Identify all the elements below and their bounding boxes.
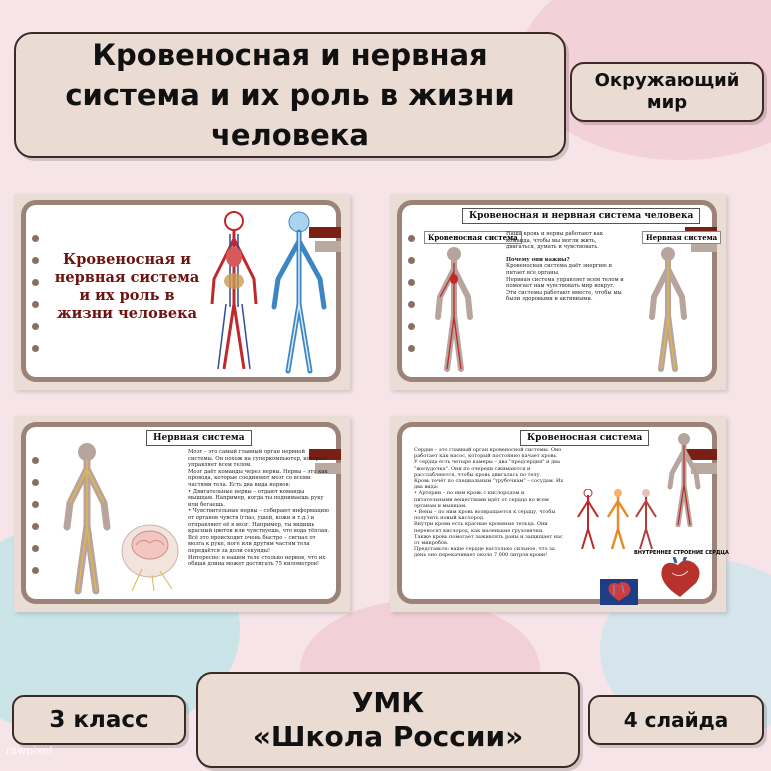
slide2-text (506, 231, 626, 303)
slide4-text (414, 447, 564, 559)
subject-badge (570, 62, 764, 122)
vessels-figures (574, 489, 660, 551)
subject-label: Окружающий мир (594, 70, 740, 113)
slide-thumbnail-4[interactable] (390, 416, 729, 612)
umk-label: УМК (351, 686, 425, 719)
circulatory-label: Кровеносная система (424, 231, 522, 244)
slide3-text-p2: Мозг даёт команды через нервы. Нервы – это как провода, которые соединяют мозг со всеми частями тела. Есть два вида нервов: (188, 468, 328, 488)
circulatory-system-figure (204, 209, 264, 375)
binder-holes (408, 235, 415, 352)
slide2-text-p1: Наша кровь и нервы работают как команда, чтобы мы могли жить, двигаться, думать и чувствовать. (506, 231, 604, 251)
slide4-text-p7: Также кровь помогает заживлять раны и защищает нас от микробов. (414, 533, 563, 547)
slide2-text-p2: Почему они важны? (506, 256, 570, 263)
slides-count-badge (588, 695, 764, 745)
umk-plate (196, 672, 580, 768)
heart-caption: ВНУТРЕННЕЕ СТРОЕНИЕ СЕРДЦА (634, 550, 729, 556)
slide-thumbnail-2[interactable] (390, 194, 726, 390)
slide4-text-p3: Кровь течёт по специальным "трубочкам" – сосудам. Их два вида: (414, 478, 564, 491)
slide4-text-p8: Представьте: ваше сердце настолько сильное, что за день оно перекачивает около 7 000 литров крови! (414, 546, 555, 559)
slide4-text-p5: • Вены – по ним кровь возвращается к сердцу, чтобы получить новый кислород. (414, 509, 556, 522)
slide4-title: Кровеносная система (520, 430, 649, 446)
circulatory-body-figure (434, 245, 474, 373)
main-title: Кровеносная и нервная система и их роль в жизни человека (65, 38, 515, 152)
grade-badge (12, 695, 186, 745)
slide-card (26, 427, 336, 599)
slide-card (402, 205, 718, 377)
nervous-body-figure (648, 245, 688, 373)
slide3-text-p6: Интересно: в нашем теле столько нервов, что их общая длина может достигать 75 километров! (188, 554, 326, 568)
slide-thumbnail-1[interactable] (14, 194, 350, 390)
slide-card (402, 427, 729, 599)
watermark: rawpixel (6, 744, 53, 757)
slide2-text-p4: Нервная система управляет всем телом и помогает нам чувствовать мир вокруг. (506, 276, 624, 290)
slides-count-label: 4 слайда (623, 708, 729, 732)
slide2-title: Кровеносная и нервная система человека (462, 208, 700, 224)
slide-card (26, 205, 336, 377)
heart-scheme-image (600, 579, 638, 605)
slide3-text-p4: • Чувствительные нервы – собирают информацию от органов чувств (глаз, ушей, кожи и т.д.) и отправляют её в мозг. Например, ты видишь красный цветок или чувствуешь, что вода тёплая. (188, 508, 330, 535)
main-title-plate (14, 32, 566, 158)
slide4-text-p2: У сердца есть четыре камеры – два "предсердия" и два "желудочка". Они по очереди сжимаются и расслабляются, чтобы кровь двигалась по телу. (414, 459, 560, 478)
brain-head-figure (112, 519, 182, 593)
binder-holes (32, 457, 39, 574)
umk-name: «Школа России» (252, 720, 524, 753)
slide4-text-p1: Сердце – это главный орган кровеносной системы. Оно работает как насос, который постоянно качает кровь. (414, 447, 562, 460)
slide1-title: Кровеносная и нервная система и их роль в жизни человека (54, 251, 200, 322)
slide3-text-p1: Мозг – это самый главный орган нервной системы. Он похож на суперкомпьютер, который управляет всем телом. (188, 449, 327, 469)
slide3-text-p5: Всё это происходит очень быстро – сигнал от мозга к руке, ноге или другим частям тела передаётся за доли секунды! (188, 534, 316, 554)
nervous-label: Нервная система (642, 231, 721, 244)
circulatory-body-figure (664, 431, 704, 527)
slide4-text-p4: • Артерии – по ним кровь с кислородом и питательными веществами идёт от сердца ко всем органам и мышцам. (414, 490, 549, 509)
slide4-text-p6: Внутри крови есть красные кровяные тельца. Они переносят кислород, как маленькие грузовички. (414, 521, 548, 534)
slide2-text-p5: Эти системы работают вместе, чтобы мы были здоровыми и активными. (506, 289, 622, 303)
nervous-body-figure (62, 441, 112, 597)
grade-label: 3 класс (49, 707, 149, 733)
slide3-title: Нервная система (146, 430, 252, 446)
slide3-text-p3: • Двигательные нервы – отдают команды мышцам. Например, когда ты поднимаешь руку или бегаешь. (188, 488, 324, 508)
heart-diagram (654, 557, 706, 599)
nervous-system-figure (268, 209, 330, 375)
slide-thumbnail-3[interactable] (14, 416, 350, 612)
slide3-text (188, 449, 330, 568)
binder-holes (32, 235, 39, 352)
slide2-text-p3: Кровеносная система даёт энергию и питает все органы. (506, 263, 613, 276)
